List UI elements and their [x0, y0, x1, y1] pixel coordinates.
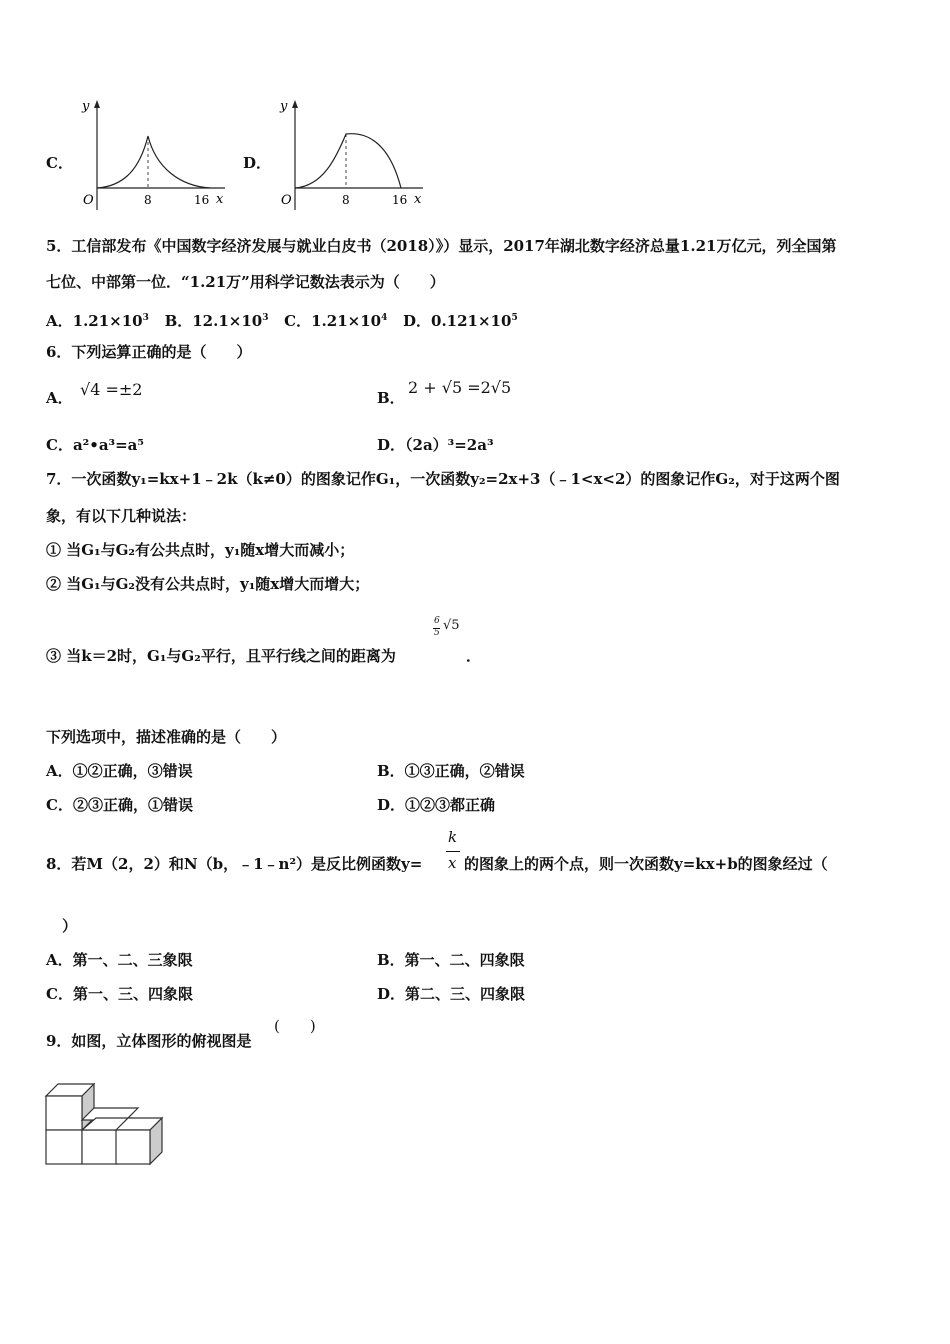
- q7-frac-num: 6: [434, 616, 440, 626]
- q7-option-a: A．①②正确，③错误: [46, 762, 193, 780]
- q5-option-b: B．$12.1\times 10^3$: [164, 312, 269, 330]
- q6-option-b-expr: 2 + √5 =2√5: [408, 378, 512, 397]
- q7-option-b: B．①③正确，②错误: [377, 762, 525, 780]
- q5-option-a: A．$1.21\times 10^3$: [46, 312, 149, 330]
- q7-statement-3: ③ 当k＝2时，G₁与G₂平行，且平行线之间的距离为: [46, 647, 396, 665]
- q7-line2: 象，有以下几种说法：: [46, 507, 197, 525]
- q7-prompt: 下列选项中，描述准确的是（ ）: [46, 728, 287, 746]
- graph-c-tick-8: 8: [144, 193, 152, 207]
- q8-option-d: D．第二、三、四象限: [377, 985, 526, 1003]
- graph-d-tick-16: 16: [392, 193, 408, 207]
- graph-c: [70, 98, 230, 218]
- q5-options: [46, 308, 518, 331]
- q8-frac-k: k: [448, 828, 458, 846]
- q9-paren: ( ): [274, 1017, 316, 1035]
- option-d-label: D．: [243, 154, 272, 172]
- q8-line2: ）: [62, 917, 78, 935]
- graph-c-y-label: y: [82, 99, 90, 114]
- q8-option-a: A．第一、二、三象限: [46, 951, 193, 969]
- option-c-label: C．: [46, 154, 73, 172]
- q5-line1: 5．工信部发布《中国数字经济发展与就业白皮书（2018）》）显示，2017年湖北数字经济总量1.21万亿元，列全国第: [46, 237, 837, 255]
- q7-line1: 7．一次函数y₁=kx+1﹣2k（k≠0）的图象记作G₁，一次函数y₂=2x+3（﹣1<x<2）的图象记作G₂，对于这两个图: [46, 470, 840, 488]
- q7-frac-den: 5: [434, 628, 440, 638]
- q6-stem: 6．下列运算正确的是（ ）: [46, 343, 252, 361]
- solid-figure: [40, 1074, 170, 1170]
- graph-c-x-label: x: [216, 192, 224, 207]
- q6-option-d: D．（2a）³=2a³: [377, 436, 494, 454]
- q8-line1-start: 8．若M（2，2）和N（b，﹣1﹣n²）是反比例函数y=: [46, 855, 423, 873]
- q7-option-d: D．①②③都正确: [377, 796, 496, 814]
- graph-d-x-label: x: [414, 192, 422, 207]
- q5-option-d: D．$0.121\times 10^5$: [403, 312, 518, 330]
- q6-option-b-label: B．: [377, 389, 405, 407]
- q5-line2: 七位、中部第一位．“1.21万”用科学记数法表示为（ ）: [46, 273, 445, 291]
- q6-option-a-expr: √4 =±2: [80, 380, 143, 399]
- graph-d-y-label: y: [280, 99, 288, 114]
- q7-statement-1: ① 当G₁与G₂有公共点时，y₁随x增大而减小；: [46, 541, 355, 559]
- q7-distance-fraction: [432, 616, 466, 642]
- q7-statement-3-end: ．: [466, 647, 482, 665]
- q8-frac-x: x: [448, 854, 457, 872]
- q5-option-c: C．$1.21\times 10^4$: [284, 312, 388, 330]
- q7-frac-root: √5: [443, 618, 460, 633]
- q9-stem: 9．如图，立体图形的俯视图是: [46, 1032, 252, 1050]
- graph-d-origin-label: O: [281, 193, 292, 208]
- q8-fraction: [445, 828, 461, 876]
- q8-option-c: C．第一、三、四象限: [46, 985, 193, 1003]
- graph-c-origin-label: O: [83, 193, 94, 208]
- q6-option-a-label: A．: [46, 389, 73, 407]
- q7-option-c: C．②③正确，①错误: [46, 796, 193, 814]
- q6-option-c: C．a²•a³=a⁵: [46, 436, 144, 454]
- q8-option-b: B．第一、二、四象限: [377, 951, 525, 969]
- graph-d-tick-8: 8: [342, 193, 350, 207]
- graph-c-tick-16: 16: [194, 193, 210, 207]
- q7-statement-2: ② 当G₁与G₂没有公共点时，y₁随x增大而增大；: [46, 575, 370, 593]
- q8-line1-end: 的图象上的两个点，则一次函数y=kx+b的图象经过（: [464, 855, 828, 873]
- graph-d: [268, 98, 428, 218]
